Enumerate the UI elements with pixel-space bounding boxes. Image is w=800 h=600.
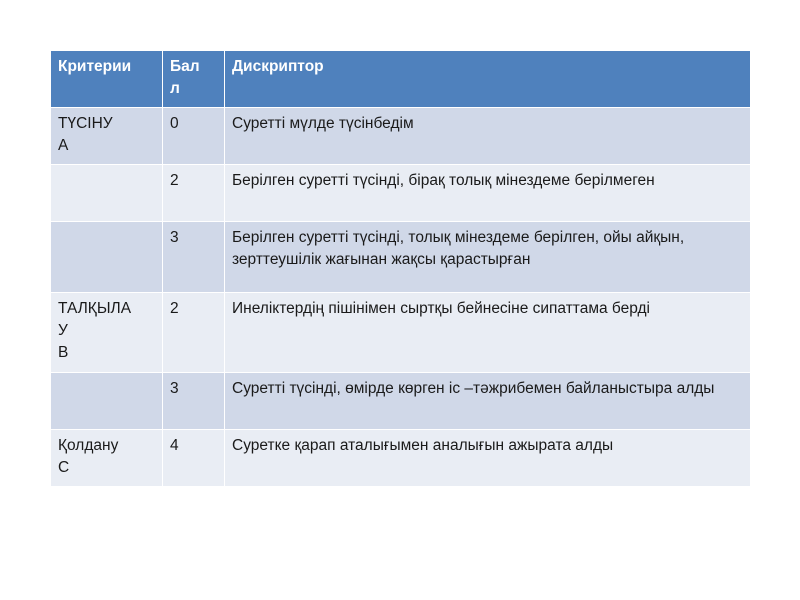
score-cell: 4 [163,430,225,487]
criteria-cell: Қолдану С [51,430,163,487]
header-row [51,51,751,108]
table-row [51,430,751,487]
header-score: Бал л [163,51,225,108]
descriptor-cell: Суретті түсінді, өмірде көрген іс –тәжрибемен байланыстыра алды [225,373,751,430]
header-criteria: Критерии [51,51,163,108]
criteria-cell [51,222,163,293]
score-cell: 2 [163,165,225,222]
table-row [51,373,751,430]
rubric-table [50,50,751,487]
table-row [51,222,751,293]
criteria-cell [51,373,163,430]
descriptor-cell: Берілген суретті түсінді, бірақ толық мінездеме берілмеген [225,165,751,222]
table-row [51,108,751,165]
score-cell: 3 [163,373,225,430]
score-cell: 3 [163,222,225,293]
criteria-cell: ТҮСІНУ А [51,108,163,165]
criteria-cell [51,165,163,222]
table-row [51,293,751,373]
criteria-cell: ТАЛҚЫЛА У В [51,293,163,373]
descriptor-cell: Суретке қарап аталығымен аналығын ажырата алды [225,430,751,487]
descriptor-cell: Инеліктердің пішінімен сыртқы бейнесіне сипаттама берді [225,293,751,373]
descriptor-cell: Берілген суретті түсінді, толық мінездеме берілген, ойы айқын, зерттеушілік жағынан жақсы қарастырған [225,222,751,293]
score-cell: 0 [163,108,225,165]
descriptor-cell: Суретті мүлде түсінбедім [225,108,751,165]
score-cell: 2 [163,293,225,373]
header-descriptor: Дискриптор [225,51,751,108]
table-row [51,165,751,222]
